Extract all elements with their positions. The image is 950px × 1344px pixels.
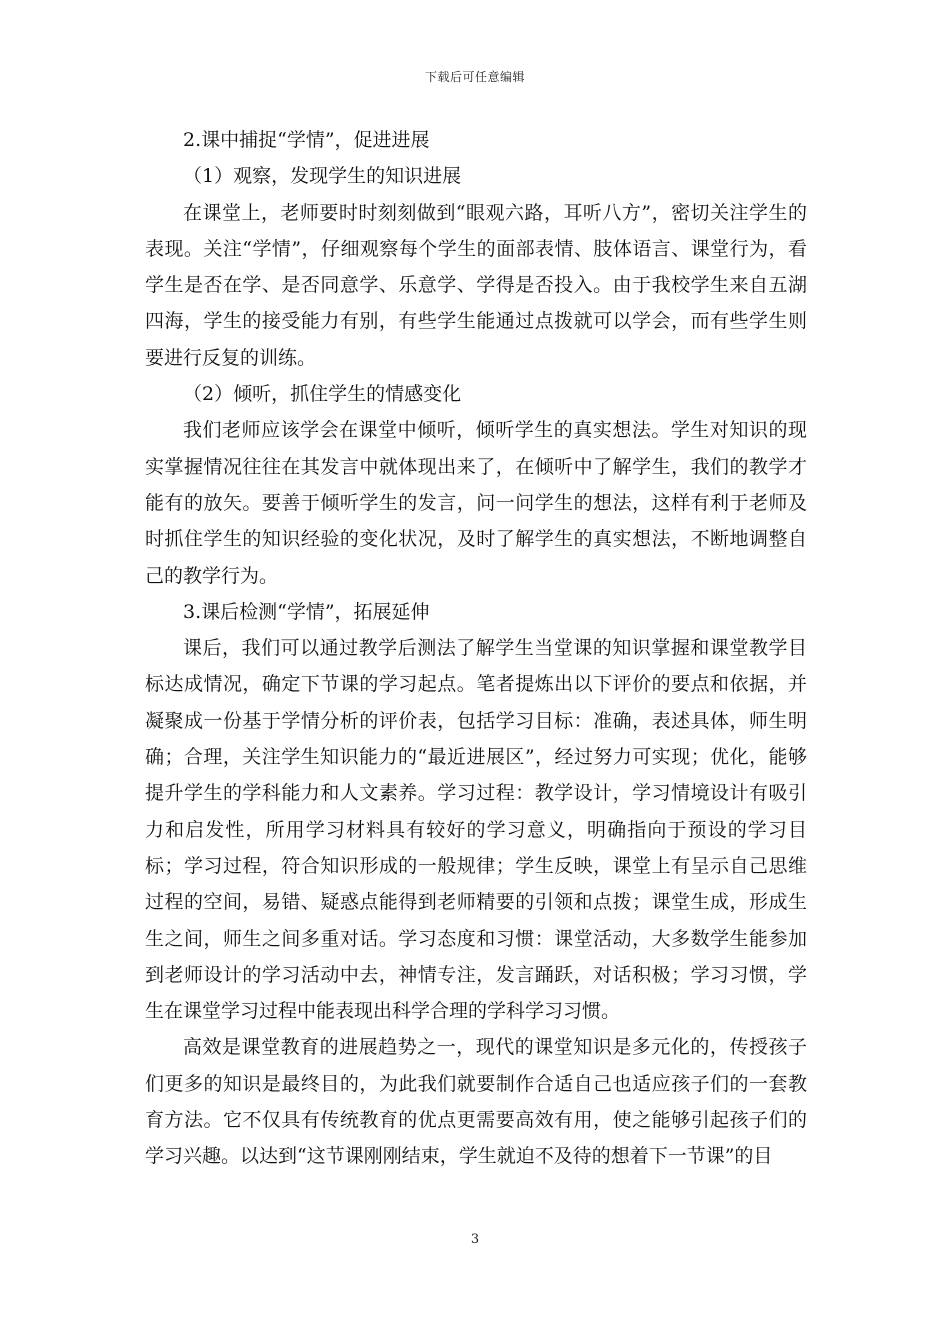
paragraph-efficiency: 高效是课堂教育的进展趋势之一，现代的课堂知识是多元化的，传授孩子们更多的知识是最终目的，为此我们就要制作合适自己也适应孩子们的一套教育方法。它不仅具有传统教育的优点更需要高效有用，使之能够引起孩子们的学习兴趣。以达到“这节课刚刚结束，学生就迫不及待的想着下一节课”的目: [145, 1036, 807, 1168]
subheading-listen: （2）倾听，抓住学生的情感变化: [183, 383, 462, 406]
section-heading-2: 2.课中捕捉“学情”，促进进展: [183, 129, 430, 151]
paragraph-observe: 在课堂上，老师要时时刻刻做到“眼观六路，耳听八方”，密切关注学生的表现。关注“学情”，仔细观察每个学生的面部表情、肢体语言、课堂行为，看学生是否在学、是否同意学、乐意学、学得是否投入。由于我校学生来自五湖四海，学生的接受能力有别，有些学生能通过点拨就可以学会，而有些学生则要进行反复的训练。: [145, 201, 807, 369]
section-heading-3: 3.课后检测“学情”，拓展延伸: [183, 600, 430, 623]
paragraph-after-class: 课后，我们可以通过教学后测法了解学生当堂课的知识掌握和课堂教学目标达成情况，确定下节课的学习起点。笔者提炼出以下评价的要点和依据，并凝聚成一份基于学情分析的评价表，包括学习目标：准确，表述具体，师生明确；合理，关注学生知识能力的“最近进展区”，经过努力可实现；优化，能够提升学生的学科能力和人文素养。学习过程：教学设计，学习情境设计有吸引力和启发性，所用学习材料具有较好的学习意义，明确指向于预设的学习目标；学习过程，符合知识形成的一般规律；学生反映，课堂上有呈示自己思维过程的空间，易错、疑惑点能得到老师精要的引领和点拨；课堂生成，形成生生之间，师生之间多重对话。学习态度和习惯：课堂活动，大多数学生能参加到老师设计的学习活动中去，神情专注，发言踊跃，对话积极；学习习惯，学生在课堂学习过程中能表现出科学合理的学科学习习惯。: [145, 637, 807, 1023]
document-body: [145, 122, 807, 1175]
subheading-observe: （1）观察，发现学生的知识进展: [183, 165, 462, 188]
page-number: 3: [470, 1232, 480, 1247]
page-header: 下载后可任意编辑: [424, 70, 525, 84]
paragraph-listen: 我们老师应该学会在课堂中倾听，倾听学生的真实想法。学生对知识的现实掌握情况往往在其发言中就体现出来了，在倾听中了解学生，我们的教学才能有的放矢。要善于倾听学生的发言，问一问学生的想法，这样有利于老师及时抓住学生的知识经验的变化状况，及时了解学生的真实想法，不断地调整自己的教学行为。: [145, 419, 807, 587]
